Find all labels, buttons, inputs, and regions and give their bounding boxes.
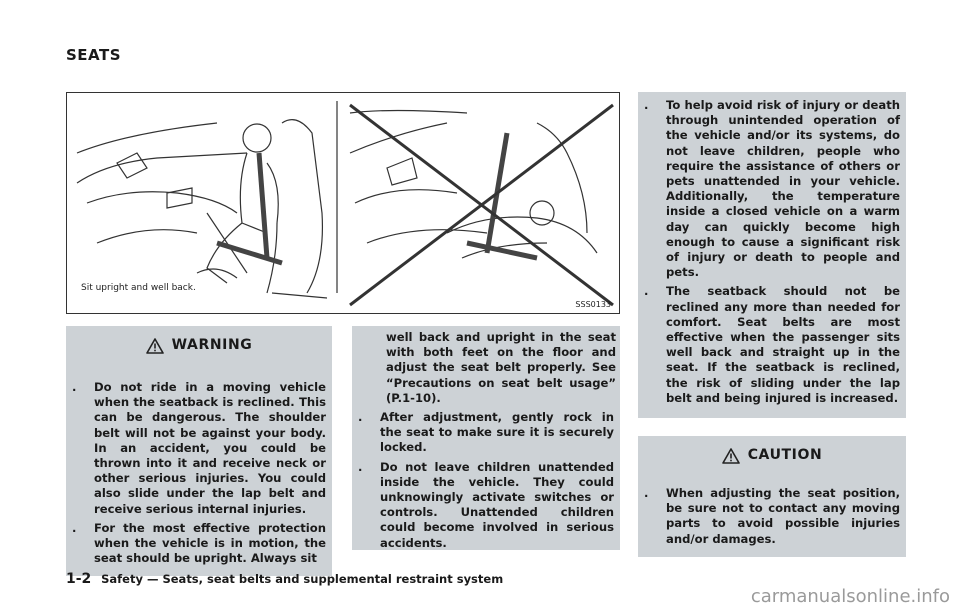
footer-text: Safety — Seats, seat belts and supplemental restraint system: [101, 572, 504, 586]
caution-label: CAUTION: [747, 447, 823, 464]
warning-label: WARNING: [171, 337, 253, 354]
caution-body: [638, 476, 906, 557]
warning-banner: [66, 326, 332, 366]
list-item: . Do not ride in a moving vehicle when the seatback is reclined. This can be dangerous. The shoulder belt will not be against your body. In an accident, you could be thrown into it and receive neck or other serious injuries. You could also slide under the lap belt and receive serious internal injuries.: [72, 380, 326, 516]
list-item: . After adjustment, gently rock in the seat to make sure it is securely locked.: [358, 410, 614, 455]
seat-illustration: [67, 93, 621, 315]
list-item: . For the most effective protection when the vehicle is in motion, the seat should be upright. Always sit: [72, 520, 326, 566]
list-item: . Do not leave children unattended inside the vehicle. They could unknowingly activate switches or controls. Unattended children could become involved in serious accidents.: [358, 459, 614, 550]
list-item: . The seatback should not be reclined any more than needed for comfort. Seat belts are most effective when the passenger sits well back and straight up in the seat. If the seatback is reclined, the risk of sliding under the lap belt and being injured is increased.: [644, 284, 900, 405]
warning-column-3: [638, 92, 906, 557]
warning-body-1: [66, 366, 332, 576]
illustration-figure: [66, 92, 620, 314]
figure-code: SSS0133: [575, 300, 611, 309]
list-item-continuation: well back and upright in the seat with both feet on the floor and adjust the seat belt properly. See “Precautions on seat belt usage” (P.1-10).: [386, 330, 616, 405]
section-title: SEATS: [66, 46, 122, 64]
warning-column-1: [66, 326, 332, 576]
page-number: 1-2: [66, 571, 92, 587]
warning-body-3: [638, 92, 906, 418]
warning-icon: [146, 338, 164, 354]
caution-icon: [722, 448, 740, 464]
page-footer: [66, 571, 503, 587]
warning-body-2: [352, 326, 620, 550]
watermark: carmanualsonline.info: [750, 586, 950, 607]
list-item: . When adjusting the seat position, be sure not to contact any moving parts to avoid possible injuries and/or damages.: [644, 486, 900, 546]
warning-column-2: [352, 326, 620, 550]
list-item: . To help avoid risk of injury or death through unintended operation of the vehicle and/or its systems, do not leave children, people who require the assistance of others or pets unattended in your vehicle. Additionally, the temperature inside a closed vehicle on a warm day can quickly become high enough to cause a significant risk of injury or death to people and pets.: [644, 98, 900, 280]
caution-banner: [638, 436, 906, 476]
figure-caption: Sit upright and well back.: [81, 283, 196, 293]
